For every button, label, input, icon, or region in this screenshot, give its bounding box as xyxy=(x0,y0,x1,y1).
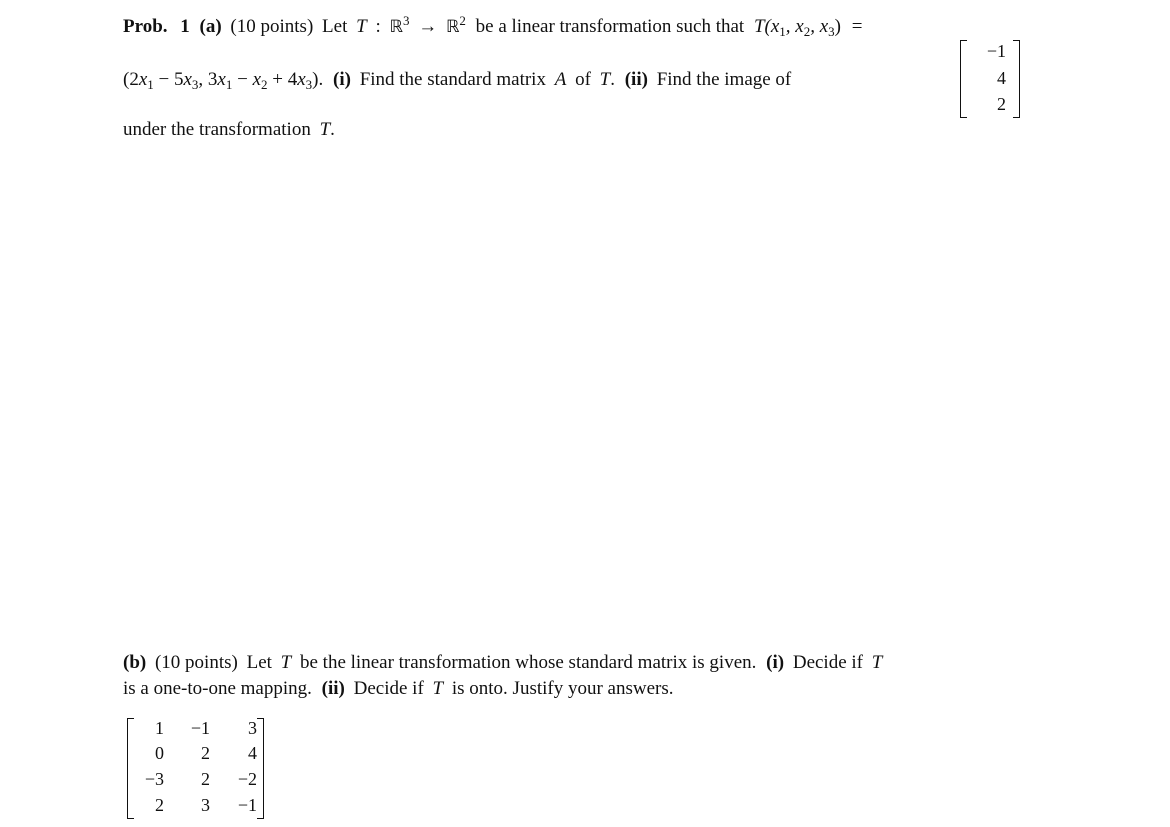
matrix-cell: 0 xyxy=(155,743,164,763)
part-a-q2-text: Find the image of xyxy=(656,69,792,90)
part-b-T-symbol: T xyxy=(280,652,292,673)
matrix-cell: 3 xyxy=(248,718,257,738)
part-a-vector xyxy=(960,40,1020,118)
matrix-cell: 1 xyxy=(155,718,164,738)
vector-entry-3: 2 xyxy=(997,94,1006,114)
domain-exponent: 3 xyxy=(402,13,410,28)
matrix-cell: −3 xyxy=(144,769,164,789)
part-a-q2-label: (ii) xyxy=(624,69,648,90)
part-b-points: (10 points) xyxy=(154,652,238,673)
vector-left-bracket xyxy=(960,40,967,118)
part-b-q2-label: (ii) xyxy=(321,678,345,699)
part-a-label: (a) xyxy=(199,16,222,37)
part-b-T-symbol-2: T xyxy=(871,652,883,673)
part-b-line2-text-a: is a one-to-one mapping. xyxy=(123,678,312,699)
matrix-right-bracket xyxy=(257,718,264,819)
part-b-line1-text: be the linear transformation whose standard matrix is given. xyxy=(300,652,757,673)
transformation-formula: ($2x_1 - 5x_3$, $3x_1 - x_2 + 4x_3$). xyxy=(123,69,324,92)
part-a-line-1 xyxy=(123,13,863,39)
vector-entry-2: 4 xyxy=(997,68,1006,88)
part-b-matrix xyxy=(127,718,264,819)
part-b-label: (b) xyxy=(123,652,147,673)
problem-label: Prob. xyxy=(123,16,168,37)
map-arrow: → xyxy=(418,16,438,37)
part-b-line2-text-b: is onto. Justify your answers. xyxy=(451,678,674,699)
vector-right-bracket xyxy=(1013,40,1020,118)
part-a-q1-text: Find the standard matrix xyxy=(359,69,546,90)
matrix-cell: 4 xyxy=(248,743,257,763)
function-label: $T(x_1$, $x_2$, $x_3$) xyxy=(753,16,841,39)
part-b-q1-label: (i) xyxy=(766,652,785,673)
matrix-cell: 2 xyxy=(155,795,164,815)
part-a-points: (10 points) xyxy=(230,16,314,37)
part-b-let: Let xyxy=(246,652,272,673)
matrix-cell: 3 xyxy=(201,795,210,815)
equals-sign: = xyxy=(851,16,863,37)
matrix-cell: 2 xyxy=(201,769,210,789)
part-a-line-3: under the transformation T. xyxy=(123,119,335,140)
matrix-cell: 2 xyxy=(201,743,210,763)
matrix-left-bracket xyxy=(127,718,134,819)
part-a-colon: : xyxy=(375,16,381,37)
part-b-T-symbol-3: T xyxy=(432,678,444,699)
part-b-line-1 xyxy=(123,653,882,672)
part-a-line-2: ($2x_1 - 5x_3$, $3x_1 - x_2 + 4x_3$). (i) Find the standard matrix A of T. (ii) Find the image of xyxy=(123,69,792,92)
of-text: of xyxy=(575,69,591,90)
part-b-q2-text: Decide if xyxy=(353,678,424,699)
problem-number: 1 xyxy=(180,16,190,37)
part-a-T-symbol-3: T xyxy=(319,119,331,140)
part-a-let: Let xyxy=(322,16,348,37)
part-a-T-symbol-2: T xyxy=(599,69,611,90)
part-a-line3-text: under the transformation xyxy=(123,119,311,140)
part-a-T-symbol: T xyxy=(356,16,367,37)
domain-R: ℝ xyxy=(389,17,403,37)
matrix-cell: −1 xyxy=(237,795,257,815)
matrix-cell: −2 xyxy=(237,769,257,789)
part-a-line1-text: be a linear transformation such that xyxy=(475,16,745,37)
codomain-R: ℝ xyxy=(445,17,460,37)
vector-entry-1: −1 xyxy=(986,41,1006,61)
codomain-exponent: 2 xyxy=(459,13,466,28)
part-a-q1-label: (i) xyxy=(333,69,351,90)
matrix-cell: −1 xyxy=(190,718,210,738)
part-b-line-2 xyxy=(123,679,674,698)
matrix-name: A xyxy=(554,69,567,90)
part-b-q1-text: Decide if xyxy=(792,652,863,673)
